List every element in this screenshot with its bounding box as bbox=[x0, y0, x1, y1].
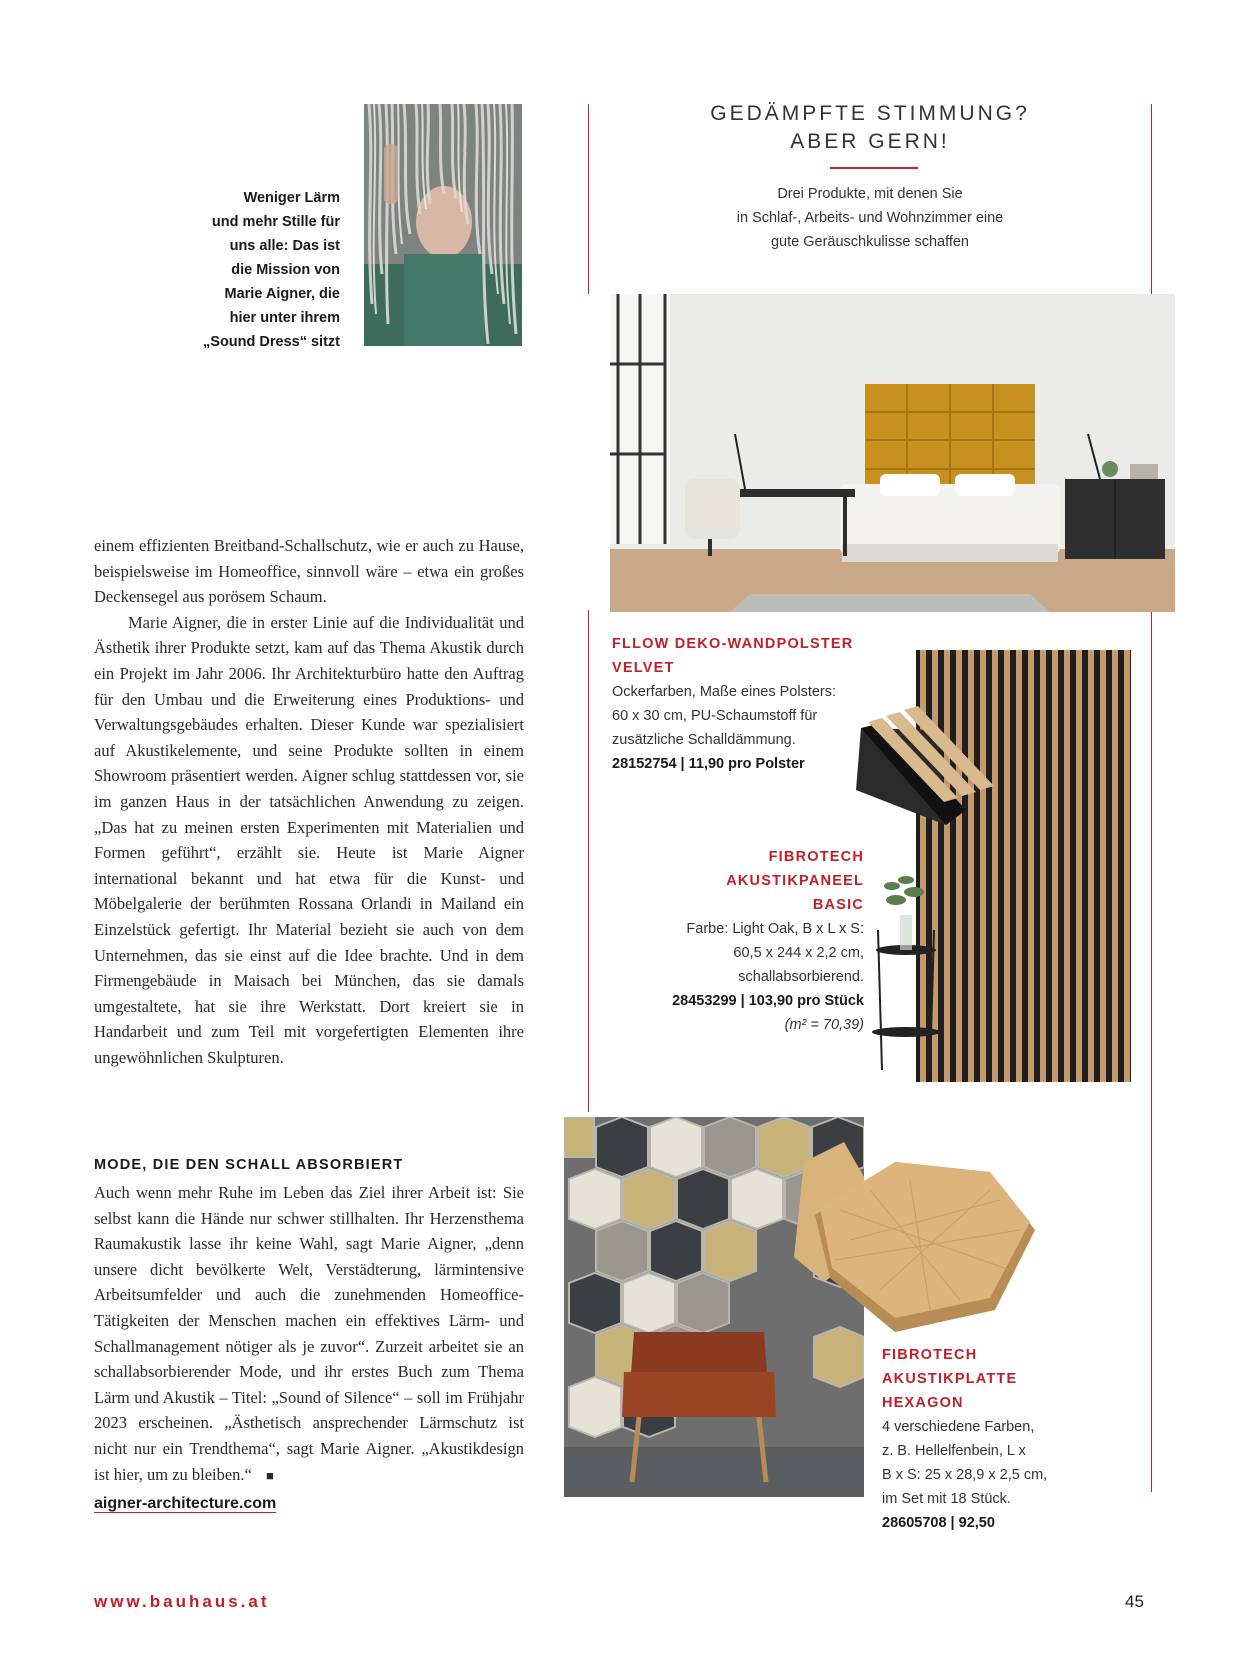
photo-caption bbox=[180, 186, 340, 354]
product-desc-line: Ockerfarben, Maße eines Polsters: bbox=[612, 684, 837, 700]
product-price: 28152754 | 11,90 pro Polster bbox=[612, 756, 805, 772]
wood-panel-photo bbox=[856, 650, 1141, 1095]
product-desc-line: B x S: 25 x 28,9 x 2,5 cm, bbox=[882, 1467, 1048, 1483]
caption-line: und mehr Stille für bbox=[211, 214, 340, 230]
product-title-line: AKUSTIKPANEEL bbox=[726, 873, 864, 889]
product-title-line: BASIC bbox=[812, 897, 864, 913]
hexagon-board-illustration bbox=[810, 1160, 1040, 1335]
product-price: 28605708 | 92,50 bbox=[882, 1515, 995, 1531]
sidebar-right-rule-lower bbox=[1151, 612, 1152, 1492]
sidebar-title-line2: ABER GERN! bbox=[790, 130, 950, 153]
product-akustikplatte bbox=[882, 1343, 1144, 1535]
product-akustikpaneel bbox=[600, 845, 864, 1037]
website-link[interactable]: aigner-architecture.com bbox=[94, 1495, 277, 1513]
article-link-row bbox=[94, 1490, 524, 1517]
portrait-photo bbox=[364, 104, 522, 346]
sidebar-title-rule bbox=[830, 167, 918, 169]
product-wandpolster bbox=[612, 632, 892, 776]
product-desc-line: im Set mit 18 Stück. bbox=[882, 1491, 1011, 1507]
sidebar-intro bbox=[590, 182, 1150, 254]
end-mark: ■ bbox=[266, 1467, 274, 1483]
product-desc-line: z. B. Hellelfenbein, L x bbox=[882, 1443, 1026, 1459]
product-title-line: FIBROTECH bbox=[768, 849, 864, 865]
bedroom-illustration bbox=[610, 294, 1175, 612]
product-desc-line: zusätzliche Schalldämmung. bbox=[612, 732, 796, 748]
product-title-line: FLLOW DEKO-WANDPOLSTER bbox=[612, 636, 854, 652]
product-description bbox=[612, 680, 892, 752]
article-paragraph: Marie Aigner, die in erster Linie auf die Individualität und Ästhetik ihrer Produkte setzt, kam auf das Thema Akustik durch ein Projekt im Jahr 2006. Ihr Architekturbüro hatte den Auftrag für den Umbau und die Erweiterung eines Produktions- und Verwaltungsgebäudes erhalten. Dieser Kunde war spezialisiert auf Akustikelemente, und seine Produkte sollten in einem Showroom präsentiert werden. Aigner schlug stattdessen vor, sie im ganzen Haus in der tatsächlichen Anwendung zu zeigen. „Das hat zu meinen ersten Experimenten mit Materialien und Formen geführt“, erzählt sie. Heute ist Marie Aigner international bekannt und hat etwa für die Kunst- und Möbelgalerie der berühmten Rossana Orlandi in Mailand ein Einzelstück gefertigt. Ihr Material bezieht sie auch von dem Unternehmen, das sie einst auf die Idee brachte. Und in dem Firmengebäude in Maisach bei München, das sie damals umgestaltete, hat sie ihre Werkstatt. Dort kreiert sie in Handarbeit und zum Teil mit vorgefertigten Elementen ihre ungewöhnlichen Skulpturen. bbox=[94, 612, 524, 1067]
sidebar-intro-line: Drei Produkte, mit denen Sie bbox=[777, 186, 963, 202]
article-body-lower bbox=[94, 1180, 524, 1517]
product-title-line: FIBROTECH bbox=[882, 1347, 978, 1363]
article-paragraph-text: Auch wenn mehr Ruhe im Leben das Ziel ihrer Arbeit ist: Sie selbst kann die Hände nur schwer stillhalten. Ihr Herzensthema Raumakustik lasse ihr keine Wahl, sagt Marie Aigner, „denn unsere dicht bevölkerte Welt, Verstädterung, lärmintensive Arbeitsumfelder und auch die zunehmenden Homeoffice-Tätigkeiten der Menschen machen ein effektives Lärm- und Schallmanagement nötiger als je zuvor“. Zurzeit arbeitet sie an schallabsorbierender Mode, und ihr erstes Buch zum Thema Lärm und Akustik – Titel: „Sound of Silence“ – soll im Frühjahr 2023 erscheinen. „Ästhetisch ansprechender Lärmschutz ist nicht nur ein Trendthema“, sagt Marie Aigner. „Akustikdesign ist hier, um zu bleiben.“ bbox=[94, 1183, 524, 1484]
product-unit-price: (m² = 70,39) bbox=[784, 1017, 864, 1033]
product-title bbox=[612, 632, 892, 680]
product-desc-line: 4 verschiedene Farben, bbox=[882, 1419, 1035, 1435]
sidebar-intro-line: in Schlaf-, Arbeits- und Wohnzimmer eine bbox=[736, 210, 1004, 226]
product-title-line: VELVET bbox=[612, 660, 675, 676]
hexagon-board-photo bbox=[810, 1160, 1040, 1335]
sidebar-intro-line: gute Geräuschkulisse schaffen bbox=[770, 234, 969, 250]
sidebar-left-rule-lower bbox=[588, 610, 589, 1112]
caption-line: Marie Aigner, die bbox=[224, 286, 340, 302]
article-paragraph: einem effizienten Breitband-Schallschutz, wie er auch zu Hause, beispielsweise im Homeoffice, sinnvoll wäre – etwa ein großes Deckensegel aus porösem Schaum. bbox=[94, 536, 524, 607]
article-body-upper bbox=[94, 533, 524, 1070]
sidebar-title bbox=[590, 100, 1150, 156]
product-desc-line: 60 x 30 cm, PU-Schaumstoff für bbox=[612, 708, 818, 724]
product-desc-line: 60,5 x 244 x 2,2 cm, bbox=[733, 945, 864, 961]
bedroom-photo bbox=[610, 294, 1175, 612]
sidebar-right-rule bbox=[1151, 104, 1152, 294]
product-desc-line: schallabsorbierend. bbox=[738, 969, 864, 985]
product-description bbox=[882, 1415, 1144, 1511]
product-title-line: AKUSTIKPLATTE bbox=[882, 1371, 1018, 1387]
page-number: 45 bbox=[1125, 1592, 1144, 1611]
caption-line: hier unter ihrem bbox=[229, 310, 340, 326]
sidebar-left-rule bbox=[588, 104, 589, 294]
product-price: 28453299 | 103,90 pro Stück bbox=[672, 993, 864, 1009]
footer-website-link[interactable]: www.bauhaus.at bbox=[94, 1592, 270, 1611]
article-paragraph bbox=[94, 1180, 524, 1488]
product-title-line: HEXAGON bbox=[882, 1395, 964, 1411]
sidebar-title-line1: GEDÄMPFTE STIMMUNG? bbox=[710, 102, 1030, 125]
wood-panel-illustration bbox=[856, 650, 1141, 1095]
caption-line: „Sound Dress“ sitzt bbox=[203, 334, 340, 350]
caption-line: die Mission von bbox=[231, 262, 340, 278]
product-title bbox=[600, 845, 864, 917]
product-desc-line: Farbe: Light Oak, B x L x S: bbox=[686, 921, 864, 937]
product-description bbox=[600, 917, 864, 989]
product-title bbox=[882, 1343, 1144, 1415]
article-subheading: MODE, DIE DEN SCHALL ABSORBIERT bbox=[94, 1157, 404, 1173]
caption-line: Weniger Lärm bbox=[243, 190, 340, 206]
caption-line: uns alle: Das ist bbox=[229, 238, 340, 254]
portrait-illustration bbox=[364, 104, 522, 346]
